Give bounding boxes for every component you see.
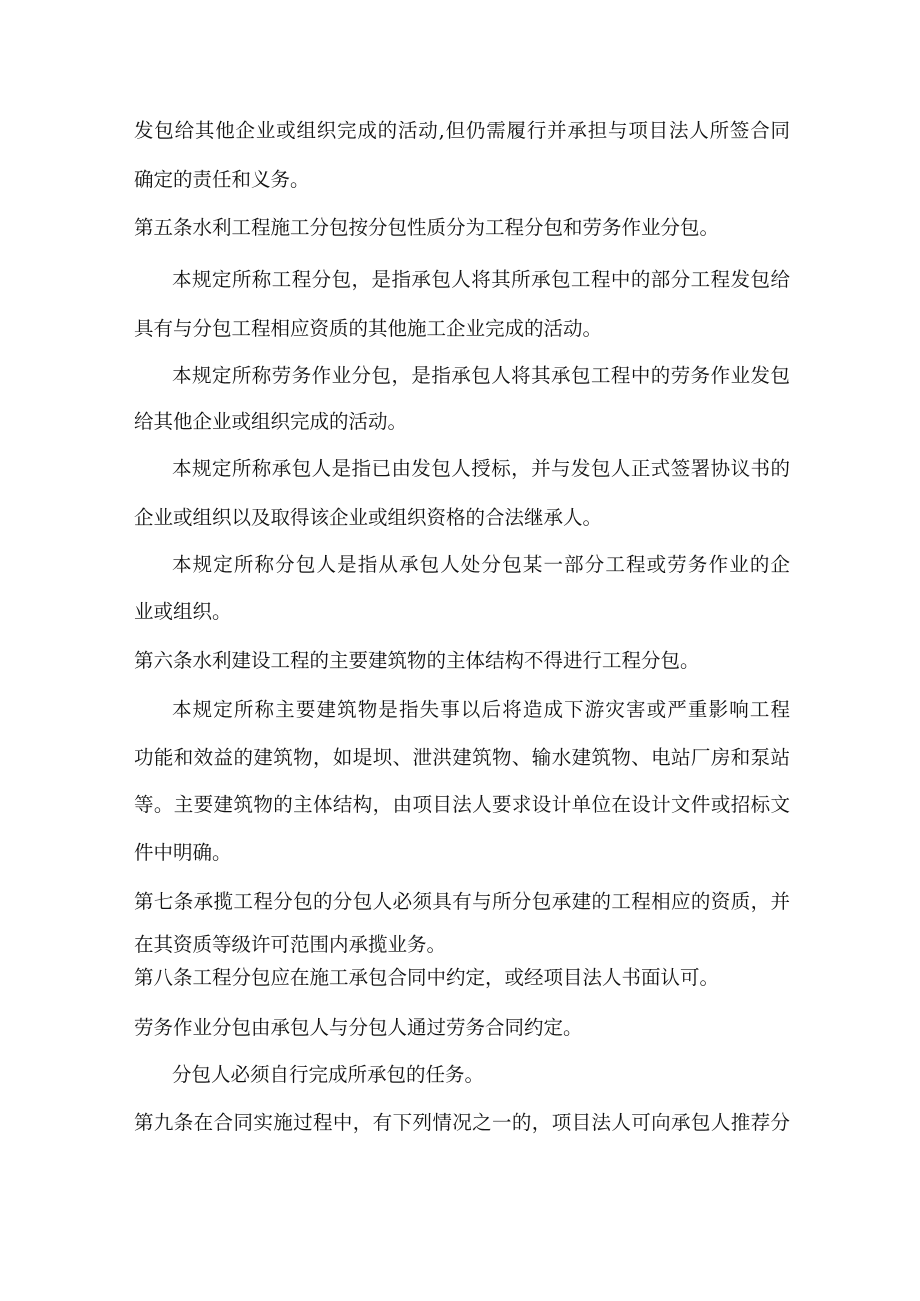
paragraph-line-21: 分包人必须自行完成所承包的任务。 xyxy=(172,1063,485,1086)
paragraph-line-2: 确定的责任和义务。 xyxy=(134,168,310,191)
paragraph-line-13: 本规定所称主要建筑物是指失事以后将造成下游灾害或严重影响工程 xyxy=(172,698,790,721)
article-9-heading: 第九条在合同实施过程中，有下列情况之一的，项目法人可向承包人推荐分 xyxy=(134,1111,790,1134)
paragraph-line-9: 企业或组织以及取得该企业或组织资格的合法继承人。 xyxy=(134,506,603,529)
paragraph-line-20: 劳务作业分包由承包人与分包人通过劳务合同约定。 xyxy=(134,1016,583,1039)
article-7-heading: 第七条承揽工程分包的分包人必须具有与所分包承建的工程相应的资质，并 xyxy=(134,890,790,913)
paragraph-line-10: 本规定所称分包人是指从承包人处分包某一部分工程或劳务作业的企 xyxy=(172,553,790,576)
article-8-heading: 第八条工程分包应在施工承包合同中约定，或经项目法人书面认可。 xyxy=(134,966,720,989)
paragraph-line-5: 具有与分包工程相应资质的其他施工企业完成的活动。 xyxy=(134,317,603,340)
paragraph-line-15: 等。主要建筑物的主体结构，由项目法人要求设计单位在设计文件或招标文 xyxy=(134,793,790,816)
paragraph-line-6: 本规定所称劳务作业分包，是指承包人将其承包工程中的劳务作业发包 xyxy=(172,364,790,387)
paragraph-line-4: 本规定所称工程分包，是指承包人将其所承包工程中的部分工程发包给 xyxy=(172,268,790,291)
article-5-heading: 第五条水利工程施工分包按分包性质分为工程分包和劳务作业分包。 xyxy=(134,216,720,239)
paragraph-line-1: 发包给其他企业或组织完成的活动,但仍需履行并承担与项目法人所签合同 xyxy=(134,119,790,142)
paragraph-line-7: 给其他企业或组织完成的活动。 xyxy=(134,410,408,433)
paragraph-line-18: 在其资质等级许可范围内承揽业务。 xyxy=(134,933,447,956)
paragraph-line-16: 件中明确。 xyxy=(134,841,232,864)
article-6-heading: 第六条水利建设工程的主要建筑物的主体结构不得进行工程分包。 xyxy=(134,649,700,672)
paragraph-line-11: 业或组织。 xyxy=(134,600,232,623)
paragraph-line-8: 本规定所称承包人是指已由发包人授标，并与发包人正式签署协议书的 xyxy=(172,457,790,480)
paragraph-line-14: 功能和效益的建筑物，如堤坝、泄洪建筑物、输水建筑物、电站厂房和泵站 xyxy=(134,746,790,769)
